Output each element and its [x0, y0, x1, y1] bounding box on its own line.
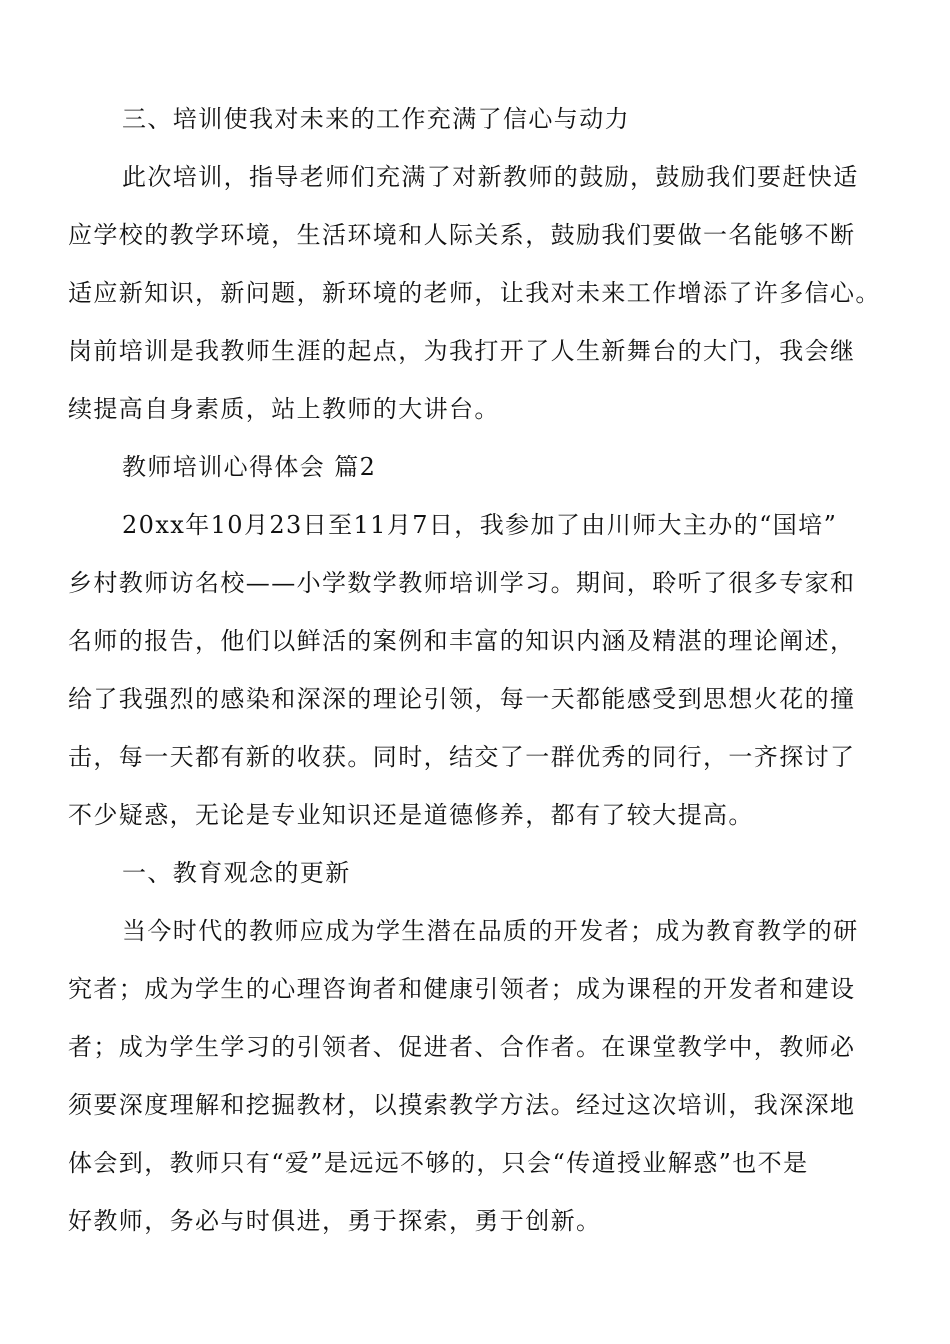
text-line: 当今时代的教师应成为学生潜在品质的开发者；成为教育教学的研	[122, 917, 859, 945]
section-heading: 教师培训心得体会 篇2	[122, 453, 377, 481]
text-line: 岗前培训是我教师生涯的起点，为我打开了人生新舞台的大门，我会继	[68, 337, 856, 365]
text-line: 体会到，教师只有“爱”是远远不够的，只会“传道授业解惑”也不是	[68, 1149, 809, 1177]
text-line: 乡村教师访名校——小学数学教师培训学习。期间，聆听了很多专家和	[68, 569, 856, 597]
text-line: 三、培训使我对未来的工作充满了信心与动力	[122, 105, 630, 133]
text-line: 适应新知识，新问题，新环境的老师，让我对未来工作增添了许多信心。	[68, 279, 881, 307]
text-line: 究者；成为学生的心理咨询者和健康引领者；成为课程的开发者和建设	[68, 975, 856, 1003]
document-body	[68, 90, 896, 1250]
text-line: 不少疑惑，无论是专业知识还是道德修养，都有了较大提高。	[68, 801, 754, 829]
text-line: 须要深度理解和挖掘教材，以摸索教学方法。经过这次培训，我深深地	[68, 1091, 856, 1119]
text-line: 好教师，务必与时俱进，勇于探索，勇于创新。	[68, 1207, 602, 1235]
text-line: 续提高自身素质，站上教师的大讲台。	[68, 395, 500, 423]
text-line: 应学校的教学环境，生活环境和人际关系，鼓励我们要做一名能够不断	[68, 221, 856, 249]
text-line: 20xx年10月23日至11月7日，我参加了由川师大主办的“国培”	[122, 511, 838, 539]
text-line: 名师的报告，他们以鲜活的案例和丰富的知识内涵及精湛的理论阐述，	[68, 627, 856, 655]
text-line: 者；成为学生学习的引领者、促进者、合作者。在课堂教学中，教师必	[68, 1033, 856, 1061]
text-line: 给了我强烈的感染和深深的理论引领，每一天都能感受到思想火花的撞	[68, 685, 856, 713]
text-line: 此次培训，指导老师们充满了对新教师的鼓励，鼓励我们要赶快适	[122, 163, 859, 191]
section-heading: 一、教育观念的更新	[122, 859, 351, 887]
text-line: 击，每一天都有新的收获。同时，结交了一群优秀的同行，一齐探讨了	[68, 743, 856, 771]
